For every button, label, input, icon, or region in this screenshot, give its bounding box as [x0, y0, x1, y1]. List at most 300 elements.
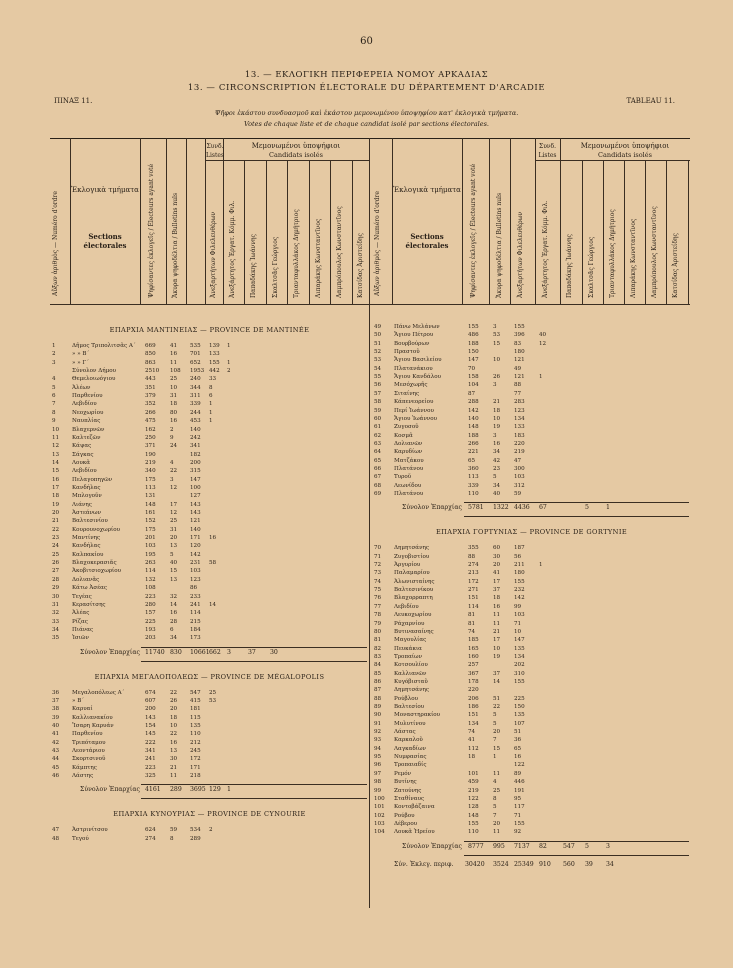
cell-value: 14: [170, 601, 178, 608]
cell-value: 16: [209, 535, 217, 542]
cell-value: 121: [514, 357, 525, 364]
cell-value: 351: [145, 384, 156, 391]
cell-value: 1: [209, 418, 213, 425]
cell-value: 134: [514, 653, 525, 660]
cell-value: 12: [52, 443, 60, 450]
cell-value: 220: [468, 687, 479, 694]
cell-value: 34: [493, 449, 501, 456]
cell-value: 86: [190, 585, 198, 592]
cell-value: 155: [514, 820, 525, 827]
cell-value: 112: [468, 745, 479, 752]
sections-header-fr-r: Sections électorales: [405, 232, 449, 250]
cell-value: 89: [514, 770, 522, 777]
section-name: Ἀστεάνων: [72, 510, 101, 516]
section-name: Λουκᾶ Ἠρείου: [394, 829, 435, 836]
cell-value: 215: [190, 618, 201, 625]
cell-value: 121: [514, 374, 525, 381]
cell-value: 155: [514, 324, 525, 330]
grand-total-value: 34: [606, 860, 614, 868]
section-name: Δολιανῶν: [394, 440, 423, 447]
cell-value: 17: [170, 501, 178, 508]
cell-value: 47: [514, 457, 522, 464]
cell-value: 10: [514, 628, 522, 635]
cell-value: 4: [52, 376, 56, 383]
cell-value: 85: [374, 670, 382, 677]
section-name: Λιάνης: [72, 501, 92, 508]
section-name: Καρυδίων: [394, 449, 423, 456]
cell-value: 82: [374, 645, 382, 652]
cell-value: 155: [514, 678, 525, 685]
section-name: Ράχαρνίου: [394, 620, 425, 627]
cand-col-5: Τριανταφυλλάκος Δημήτριος: [293, 209, 300, 298]
section-name: Λεβιδίου: [72, 401, 97, 408]
cell-value: 14: [493, 678, 501, 685]
section-name: Ἀργυρίου: [394, 562, 421, 569]
cell-value: 19: [52, 501, 60, 508]
cell-value: 12: [170, 484, 178, 491]
tableau-label: TABLEAU 11.: [626, 97, 675, 105]
total-value: 82: [539, 842, 547, 850]
section-name: Καρυαί: [72, 706, 93, 713]
cell-value: 92: [514, 829, 522, 836]
cell-value: 225: [145, 618, 156, 625]
cell-value: 241: [145, 756, 156, 763]
cell-value: 16: [493, 603, 501, 610]
cell-value: 11: [493, 770, 501, 777]
cell-value: 18: [170, 714, 178, 721]
cell-value: 155: [468, 324, 479, 330]
cell-value: 41: [170, 343, 178, 349]
section-name: Ἄγιου Ἰωάννου: [394, 415, 438, 422]
cell-value: 171: [190, 764, 201, 771]
section-name: Λαγκαδίων: [394, 745, 426, 752]
total-label: Σύνολον Ἐπαρχίας: [402, 504, 462, 512]
cell-value: 206: [468, 695, 479, 702]
cell-value: 16: [493, 440, 501, 447]
grand-total-value: 30420: [465, 860, 485, 868]
section-name: Ζυγοβιστίου: [394, 553, 430, 560]
cell-value: 24: [170, 443, 178, 450]
total-rule: [141, 798, 367, 799]
cell-value: 344: [190, 384, 201, 391]
cell-value: 2510: [145, 368, 160, 375]
cell-value: 74: [468, 729, 476, 736]
cell-value: 9: [170, 434, 174, 441]
cell-value: 16: [170, 351, 178, 358]
voters-header-r: Ψηφίσαντες ἐκλογεῖς / Électeurs ayant voté: [470, 163, 477, 298]
cell-value: 1: [227, 359, 231, 366]
cell-value: 9: [52, 418, 56, 425]
cell-value: 70: [468, 365, 476, 372]
cell-value: 200: [145, 706, 156, 713]
cell-value: 33: [52, 618, 60, 625]
cell-value: 51: [374, 340, 382, 347]
section-name: Ἴσαρη Καρυάν: [72, 723, 114, 729]
cell-value: 15: [170, 568, 178, 575]
cell-value: 11: [52, 434, 60, 441]
cell-value: 27: [52, 568, 60, 575]
cell-value: 63: [374, 440, 382, 447]
pinax-label: ΠΙΝΑΞ 11.: [54, 97, 93, 105]
section-name: Δέβερου: [394, 820, 418, 827]
section-name: Κανδήλας: [72, 484, 101, 491]
cell-value: 193: [145, 626, 156, 633]
cell-value: 21: [52, 518, 60, 525]
cell-value: 7: [493, 737, 497, 744]
cell-value: 65: [514, 745, 522, 752]
cell-value: 87: [374, 687, 382, 694]
cand-col-3-r: Παπαδάκης Ἰωάννης: [566, 234, 573, 298]
cell-value: 219: [514, 449, 525, 456]
cell-value: 143: [190, 501, 201, 508]
cell-value: 219: [145, 459, 156, 466]
cell-value: 88: [468, 553, 476, 560]
cell-value: 110: [468, 829, 479, 836]
cell-value: 155: [514, 578, 525, 585]
cell-value: 371: [145, 443, 156, 450]
table-top-rule: [50, 138, 690, 139]
cell-value: 134: [468, 720, 479, 727]
cell-value: 122: [468, 795, 479, 802]
cand-col-4: Σκαλτσᾶς Γεώργιος: [272, 236, 279, 298]
cell-value: 607: [145, 697, 156, 704]
section-name: Ἰσιῶν: [72, 635, 89, 642]
cell-value: 486: [468, 332, 479, 339]
cell-value: 17: [52, 484, 60, 491]
cell-value: 315: [190, 468, 201, 475]
cell-value: 244: [190, 409, 201, 416]
section-name: Ἅγιου Πέτρου: [394, 332, 434, 339]
cell-value: 103: [145, 543, 156, 550]
cell-value: 73: [374, 570, 382, 577]
cell-value: 86: [374, 678, 382, 685]
cell-value: 19: [493, 653, 501, 660]
cell-value: 131: [145, 493, 156, 500]
cell-value: 100: [374, 795, 385, 802]
cell-value: 266: [468, 440, 479, 447]
cell-value: 99: [514, 603, 522, 610]
section-name: Νυμφασίας: [394, 754, 427, 761]
cell-value: 3: [493, 382, 497, 389]
section-name: Καρκαλοῦ: [394, 737, 423, 744]
section-name: Βαλτεσινίου: [72, 518, 108, 525]
cell-value: 18: [170, 401, 178, 408]
cell-value: 8: [209, 384, 213, 391]
cell-value: 13: [170, 748, 178, 755]
total-value: 995: [493, 842, 505, 850]
section-name: Λάστης: [72, 773, 94, 780]
section-name: Τεγέας: [72, 593, 92, 600]
cell-value: 77: [374, 603, 382, 610]
cell-value: 80: [374, 628, 382, 635]
total-value: 1: [606, 504, 610, 512]
section-name: Δημητσάνης: [394, 687, 429, 694]
cell-value: 5: [493, 804, 497, 811]
cell-value: 16: [514, 754, 522, 761]
cell-value: 442: [209, 368, 220, 375]
total-value: 1322: [493, 504, 509, 512]
cell-value: 162: [145, 426, 156, 433]
cell-value: 415: [190, 697, 201, 704]
cell-value: 83: [514, 340, 522, 347]
blank-header: Ἄκυρα ψηφοδέλτια / Bulletins nuls: [172, 192, 179, 298]
cell-value: 42: [52, 739, 60, 746]
cell-value: 274: [468, 562, 479, 569]
cell-value: 60: [493, 545, 501, 552]
section-name: Κάτω Ἀσέας: [72, 585, 108, 592]
cell-value: 233: [190, 593, 201, 600]
cell-value: 1: [493, 754, 497, 761]
cell-value: 266: [145, 409, 156, 416]
province-heading: ΕΠΑΡΧΙΑ ΜΑΝΤΙΝΕΙΑΣ — PROVINCE DE MANTINÉE: [109, 326, 310, 334]
cell-value: 16: [52, 476, 60, 483]
cell-value: 15: [493, 340, 501, 347]
cell-value: 52: [374, 349, 382, 356]
cell-value: 155: [209, 359, 220, 366]
section-name: Κάπενεορείου: [394, 399, 434, 406]
cell-value: 1: [52, 343, 56, 349]
cell-value: 289: [190, 835, 201, 842]
total-value: 547: [563, 842, 575, 850]
cell-value: 863: [145, 359, 156, 366]
cand-col-6: Λιπαράκης Κωνσταντῖνος: [315, 218, 322, 298]
cell-value: 148: [145, 501, 156, 508]
cell-value: 155: [468, 820, 479, 827]
cell-value: 26: [52, 560, 60, 567]
cell-value: 108: [170, 368, 181, 375]
cell-value: 28: [52, 576, 60, 583]
grand-total-value: 39: [585, 860, 593, 868]
cell-value: 22: [170, 731, 178, 738]
cell-value: 14: [209, 601, 217, 608]
province-heading: ΕΠΑΡΧΙΑ ΚΥΝΟΥΡΙΑΣ — PROVINCE DE CYNOURIE: [113, 810, 306, 819]
section-name: Βλαχορραπτη: [394, 595, 433, 602]
cell-value: 122: [514, 762, 525, 769]
cell-value: 139: [209, 343, 220, 349]
cell-value: 143: [190, 510, 201, 516]
cell-value: 102: [374, 812, 385, 819]
cell-value: 212: [190, 739, 201, 746]
cell-value: 53: [374, 357, 382, 364]
cell-value: 88: [514, 382, 522, 389]
cell-value: 68: [374, 482, 382, 489]
num-col-header: Αὔξων ἀριθμὸς — Numéro d'ordre: [52, 191, 59, 296]
cell-value: 475: [145, 418, 156, 425]
cell-value: 180: [514, 349, 525, 356]
cell-value: 31: [52, 601, 60, 608]
cell-value: 128: [468, 804, 479, 811]
total-value: 3: [227, 648, 231, 656]
cell-value: 11: [170, 773, 178, 780]
section-name: Ρούβου: [394, 812, 415, 819]
cell-value: 10: [493, 645, 501, 652]
section-name: Βλαχοκερασιᾶς: [72, 560, 117, 567]
cell-value: 34: [493, 482, 501, 489]
cell-value: 83: [374, 653, 382, 660]
section-name: » Β΄: [72, 697, 85, 704]
cell-value: 161: [145, 510, 156, 516]
cell-value: 341: [190, 443, 201, 450]
cell-value: 67: [374, 474, 382, 481]
cell-value: 24: [52, 543, 60, 550]
cell-value: 201: [145, 535, 156, 542]
cell-value: 18: [493, 595, 501, 602]
section-name: Δημητσάνης: [394, 545, 429, 552]
section-name: Μυλυτίνου: [394, 720, 426, 727]
cell-value: 56: [374, 382, 382, 389]
grand-total-label: Σύν. Ἐκλεγ. περιφ.: [394, 860, 454, 868]
cell-value: 355: [468, 545, 479, 552]
cell-value: 160: [468, 653, 479, 660]
cell-value: 70: [374, 545, 382, 552]
cand-col-8-r: Κατσίδας Ἀριστείδης: [672, 233, 679, 298]
cell-value: 127: [190, 493, 201, 500]
section-name: Βυτίνης: [394, 779, 417, 786]
cell-value: 41: [52, 731, 60, 738]
cell-value: 11: [493, 620, 501, 627]
cell-value: 20: [493, 562, 501, 569]
cell-value: 133: [209, 351, 220, 358]
cell-value: 311: [190, 393, 201, 400]
cell-value: 15: [493, 745, 501, 752]
num-col-header-r: Αὔξων ἀριθμὸς — Numéro d'ordre: [374, 191, 381, 296]
section-name: Περί Ἰωάννου: [394, 407, 434, 414]
isolated-header-fr-r: Candidats isolés: [598, 151, 652, 159]
cell-value: 135: [514, 712, 525, 719]
cell-value: 45: [52, 764, 60, 771]
cell-value: 152: [145, 518, 156, 525]
cell-value: 123: [514, 407, 525, 414]
cell-value: 43: [52, 748, 60, 755]
section-name: Κοντοβάζαινα: [394, 804, 435, 811]
section-name: Καλλιανῶν: [394, 670, 427, 677]
cell-value: 55: [374, 374, 382, 381]
total-value: 830: [170, 648, 182, 656]
cell-value: 222: [145, 739, 156, 746]
section-name: Ματζάκου: [394, 457, 424, 464]
cell-value: 219: [468, 787, 479, 794]
cell-value: 6: [52, 393, 56, 400]
voters-header: Ψηφίσαντες ἐκλογεῖς / Électeurs ayant voté: [148, 163, 155, 298]
cell-value: 108: [145, 585, 156, 592]
cell-value: 142: [468, 407, 479, 414]
sections-header-r: Ἐκλογικὰ τμήματα: [393, 186, 461, 194]
cell-value: 59: [170, 827, 178, 834]
cell-value: 32: [170, 593, 178, 600]
cell-value: 41: [493, 570, 501, 577]
cell-value: 190: [145, 451, 156, 458]
cell-value: 8: [170, 835, 174, 842]
total-value: 11740: [145, 648, 165, 656]
cell-value: 74: [468, 628, 476, 635]
center-divider: [369, 138, 370, 908]
cell-value: 16: [170, 739, 178, 746]
cell-value: 47: [52, 827, 60, 834]
cell-value: 34: [52, 626, 60, 633]
cell-value: 147: [190, 476, 201, 483]
cell-value: 175: [145, 526, 156, 533]
cell-value: 250: [145, 434, 156, 441]
cell-value: 49: [374, 324, 382, 330]
section-name: Κάμπτης: [72, 764, 97, 771]
cand-col-2: Ἀνεξάρτητος Ἐργατ. Κόμμ. Φιλ.: [229, 200, 236, 298]
cand-col-7: Λαμπρόπουλος Κωνσταντῖνος: [336, 206, 343, 298]
section-name: Βουρβούρων: [394, 340, 430, 347]
total-value: 10661: [190, 648, 210, 656]
cell-value: 62: [374, 432, 382, 439]
cell-value: 340: [145, 468, 156, 475]
cell-value: 40: [52, 723, 60, 729]
cell-value: 103: [514, 474, 525, 481]
cell-value: 12: [539, 340, 547, 347]
cell-value: 396: [514, 332, 525, 339]
cell-value: 21: [493, 399, 501, 406]
cell-value: 20: [52, 510, 60, 516]
cell-value: 16: [170, 610, 178, 617]
cand-col-8: Κατσίδας Ἀριστείδης: [357, 233, 364, 298]
cell-value: 5: [493, 720, 497, 727]
cell-value: 5: [170, 551, 174, 558]
cell-value: 148: [468, 812, 479, 819]
section-name: Λεοντάριου: [72, 748, 105, 755]
cand-col-4-r: Σκαλτσᾶς Γεώργιος: [588, 236, 595, 298]
cell-value: 652: [190, 359, 201, 366]
cell-value: 72: [374, 562, 382, 569]
total-rule: [141, 647, 367, 648]
cell-value: 25: [170, 376, 178, 383]
cell-value: 5: [52, 384, 56, 391]
cell-value: 93: [374, 737, 382, 744]
cell-value: 54: [374, 365, 382, 372]
cell-value: 188: [468, 340, 479, 347]
cell-value: 66: [374, 465, 382, 472]
cell-value: 34: [170, 635, 178, 642]
cell-value: 157: [145, 610, 156, 617]
cell-value: 21: [170, 764, 178, 771]
cell-value: 74: [374, 578, 382, 585]
section-name: Πιάνας: [72, 626, 94, 633]
cell-value: 1953: [190, 368, 205, 375]
cell-value: 11: [493, 612, 501, 619]
cell-value: 223: [145, 764, 156, 771]
cell-value: 850: [145, 351, 156, 358]
page-number: 60: [360, 36, 373, 47]
cell-value: 171: [190, 535, 201, 542]
cell-value: 140: [190, 526, 201, 533]
section-name: Ἀλέας: [72, 610, 90, 617]
cell-value: 142: [190, 551, 201, 558]
cell-value: 20: [170, 706, 178, 713]
cell-value: 42: [493, 457, 501, 464]
cell-value: 3: [170, 476, 174, 483]
section-name: Πευκάκια: [394, 645, 422, 652]
cell-value: 30: [493, 553, 501, 560]
cell-value: 25: [170, 518, 178, 525]
title-greek: 13. — ΕΚΛΟΓΙΚΗ ΠΕΡΙΦΕΡΕΙΑ ΝΟΜΟΥ ΑΡΚΑΔΙΑΣ: [244, 70, 489, 80]
cell-value: 92: [374, 729, 382, 736]
section-name: Τριπόταμου: [72, 739, 106, 746]
section-name: Σύνολον Δήμου: [72, 368, 117, 375]
section-name: Κερασίτσης: [72, 601, 106, 608]
section-name: Πραστοῦ: [394, 349, 420, 356]
cell-value: 51: [493, 695, 501, 702]
cell-value: 674: [145, 689, 156, 696]
cell-value: 202: [514, 662, 525, 669]
cell-value: 2: [170, 426, 174, 433]
section-name: Ἀκοβιτσιοχωρίου: [72, 568, 122, 575]
section-name: Βυτινασαίνης: [394, 628, 434, 635]
cell-value: 3: [493, 324, 497, 330]
